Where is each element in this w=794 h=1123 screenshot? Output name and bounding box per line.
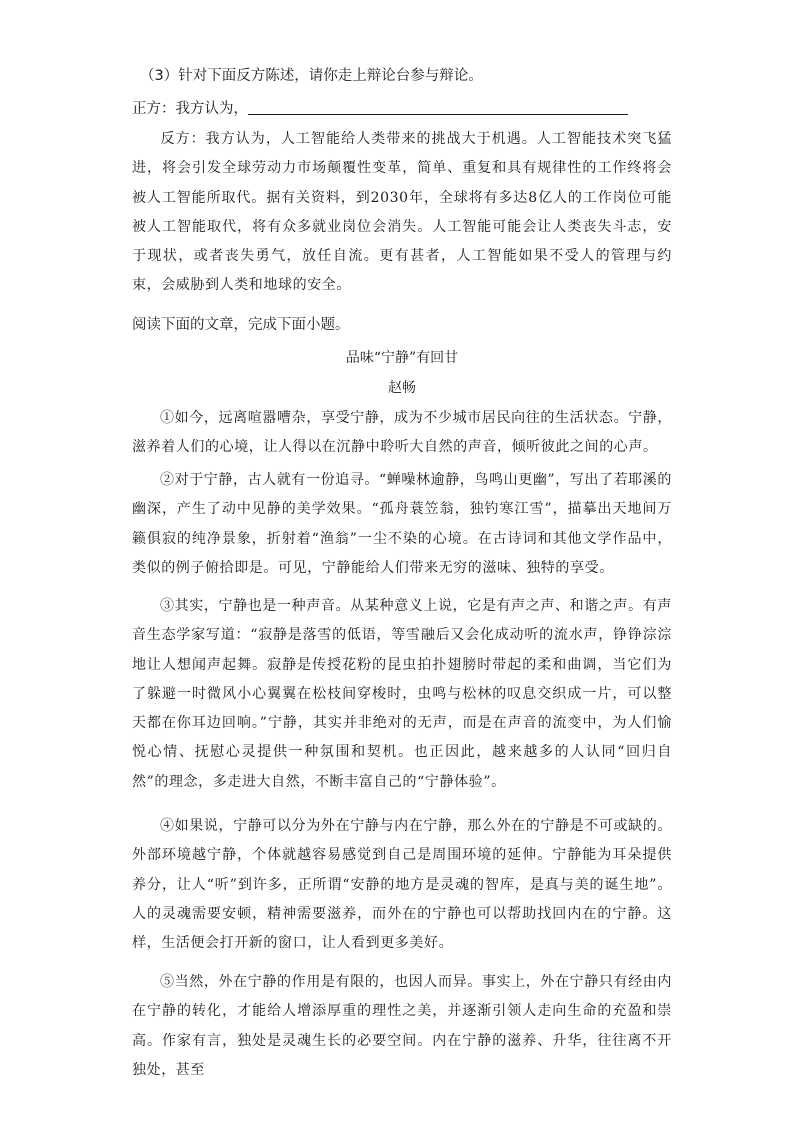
article-paragraph-1 [132, 404, 672, 463]
paragraph-text: ④如果说，宁静可以分为外在宁静与内在宁静，那么外在的宁静是不可或缺的。外部环境越宁静，个体就越容易感觉到自己是周围环境的延伸。宁静能为耳朵提供养分，让人“听”到许多，正所谓“安静的地方是灵魂的智库，是真与美的诞生地”。人的灵魂需要安顿，精神需要滋养，而外在的宁静也可以帮助找回内在的宁静。这样，生活便会打开新的窗口，让人看到更多美好。 [132, 818, 672, 952]
pro-answer-line [132, 99, 672, 118]
article-paragraph-4 [132, 812, 672, 958]
article-paragraph-5 [132, 968, 672, 1085]
con-statement [132, 125, 672, 301]
paragraph-text: ⑤当然，外在宁静的作用是有限的，也因人而异。事实上，外在宁静只有经由内在宁静的转化，才能给人增添厚重的理性之美，并逐渐引领人走向生命的充盈和崇高。作家有言，独处是灵魂生长的必要空间。内在宁静的滋养、升华，往往离不开独处，甚至 [132, 974, 672, 1078]
con-statement-text: 反方：我方认为，人工智能给人类带来的挑战大于机遇。人工智能技术突飞猛进，将会引发全球劳动力市场颠覆性变革，简单、重复和具有规律性的工作终将会被人工智能所取代。据有关资料，到2030年，全球将有多达8亿人的工作岗位可能被人工智能取代，将有众多就业岗位会消失。人工智能可能会让人类丧失斗志，安于现状，或者丧失勇气，放任自流。更有甚者，人工智能如果不受人的管理与约束，会威胁到人类和地球的安全。 [132, 131, 672, 294]
pro-label: 正方：我方认为， [132, 101, 248, 117]
paragraph-text: ①如今，远离喧嚣嘈杂，享受宁静，成为不少城市居民向往的生活状态。宁静，滋养着人们的心境，让人得以在沉静中聆听大自然的声音，倾听彼此之间的心声。 [132, 410, 672, 456]
question-prompt: （3）针对下面反方陈述，请你走上辩论台参与辩论。 [140, 68, 483, 84]
paragraph-text: ②对于宁静，古人就有一份追寻。“蝉噪林逾静，鸟鸣山更幽”，写出了若耶溪的幽深，产生了动中见静的美学效果。“孤舟蓑笠翁，独钓寒江雪”，描摹出天地间万籁俱寂的纯净景象，折射着“渔翁”一尘不染的心境。在古诗词和其他文学作品中，类似的例子俯拾即是。可见，宁静能给人们带来无穷的滋味、独特的享受。 [132, 472, 672, 576]
paragraph-text: ③其实，宁静也是一种声音。从某种意义上说，它是有声之声、和谐之声。有声音生态学家写道：“寂静是落雪的低语，等雪融后又会化成动听的流水声，铮铮淙淙地让人想闻声起舞。寂静是传授花粉的昆虫拍扑翅膀时带起的柔和曲调，当它们为了躲避一时微风小心翼翼在松枝间穿梭时，虫鸣与松林的叹息交织成一片，可以整天都在你耳边回响。”宁静，其实并非绝对的无声，而是在声音的流变中，为人们愉悦心情、抚慰心灵提供一种氛围和契机。也正因此，越来越多的人认同“回归自然”的理念，多走进大自然，不断丰富自己的“宁静体验”。 [132, 598, 672, 790]
answer-blank[interactable] [248, 99, 628, 115]
article-paragraph-3 [132, 592, 672, 797]
article-title: 品味“宁静”有回甘 [345, 350, 459, 366]
article-author: 赵畅 [388, 380, 416, 396]
reading-instruction: 阅读下面的文章，完成下面小题。 [132, 317, 350, 333]
article-paragraph-2 [132, 466, 672, 583]
